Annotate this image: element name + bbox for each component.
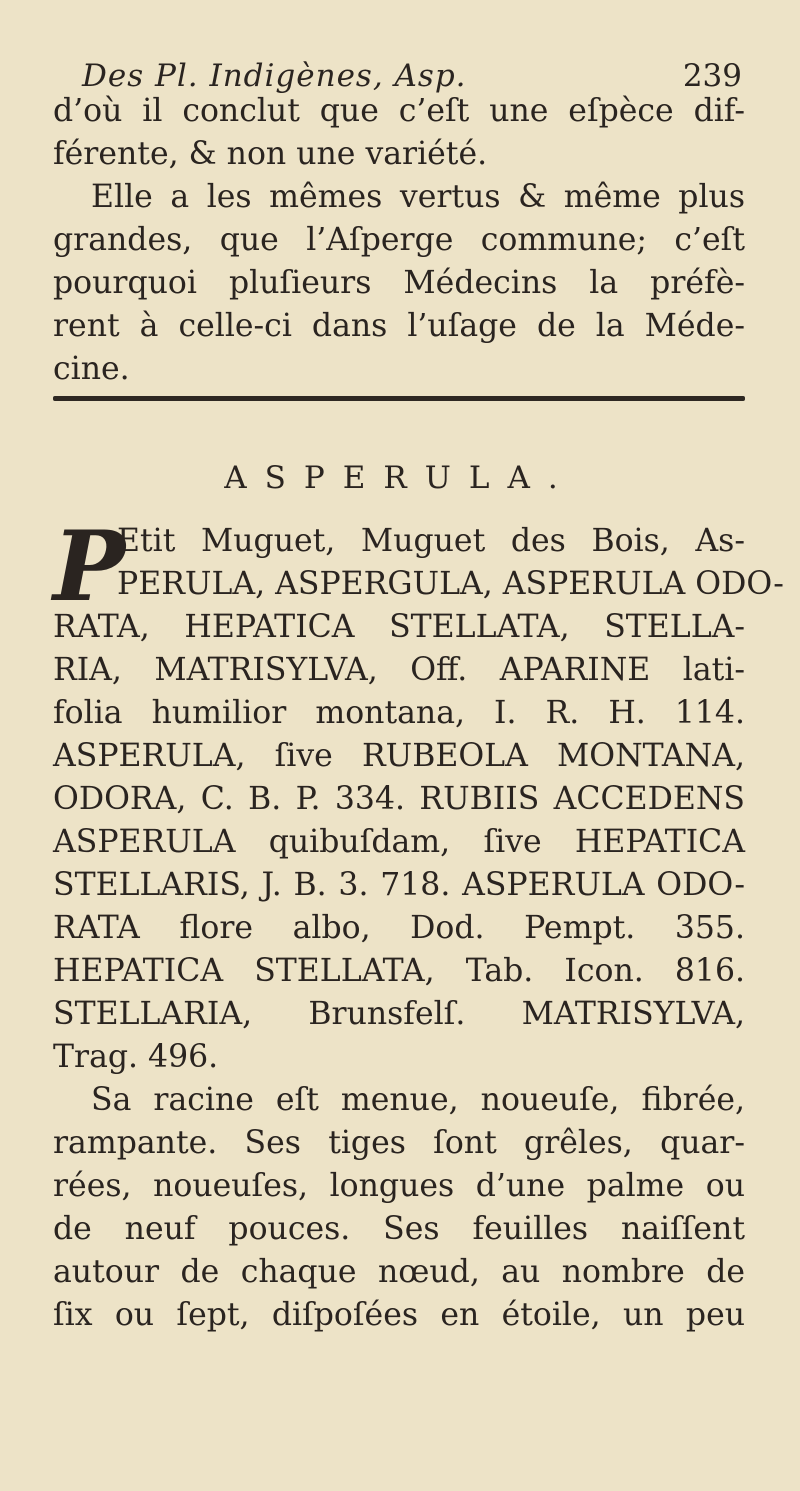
text-line: HEPATICA STELLATA, Tab. Icon. 816. [53,953,745,989]
page-number: 239 [682,58,742,94]
text-line: de neuf pouces. Ses feuilles naiſſent [53,1211,745,1247]
text-line: RATA flore albo, Dod. Pempt. 355. [53,910,745,946]
text-line: ODORA, C. B. P. 334. RUBIIS ACCEDENS [53,781,745,817]
text-line: d’où il conclut que c’eſt une eſpèce dif- [53,93,745,129]
section-title: ASPERULA. [224,460,576,496]
text-line: ASPERULA, ſive RUBEOLA MONTANA, [53,738,745,774]
text-line: STELLARIA, Brunsfelſ. MATRISYLVA, [53,996,745,1032]
text-line: Etit Muguet, Muguet des Bois, As- [117,523,745,559]
text-line: rées, noueuſes, longues d’une palme ou [53,1168,745,1204]
drop-cap: P [53,510,126,623]
text-line: STELLARIS, J. B. 3. 718. ASPERULA ODO- [53,867,745,903]
text-line: Elle a les mêmes vertus & même plus [91,179,745,215]
text-line: RIA, MATRISYLVA, Off. APARINE lati- [53,652,745,688]
text-line: rent à celle-ci dans l’uſage de la Méde- [53,308,745,344]
text-line: pourquoi pluſieurs Médecins la préfè- [53,265,745,301]
text-line: Trag. 496. [53,1039,219,1075]
text-line: RATA, HEPATICA STELLATA, STELLA- [53,609,745,645]
paragraph-1 [53,90,745,391]
text-line: folia humilior montana, I. R. H. 114. [53,695,745,731]
text-line: férente, & non une variété. [53,136,488,172]
text-line: PERULA, ASPERGULA, ASPERULA ODO- [117,566,784,602]
running-title: Des Pl. Indigènes, Asp. [82,58,467,94]
text-line: Sa racine eſt menue, noueuſe, fibrée, [91,1082,745,1118]
text-line: rampante. Ses tiges ſont grêles, quar- [53,1125,745,1161]
text-line: autour de chaque nœud, au nombre de [53,1254,745,1290]
text-line: ASPERULA quibuſdam, ſive HEPATICA [53,824,745,860]
paragraph-2 [53,510,784,1337]
text-line: cine. [53,351,130,387]
section-divider [53,396,745,401]
text-line: ſix ou ſept, diſpoſées en étoile, un peu [53,1297,745,1333]
text-line: grandes, que l’Aſperge commune; c’eſt [53,222,745,258]
